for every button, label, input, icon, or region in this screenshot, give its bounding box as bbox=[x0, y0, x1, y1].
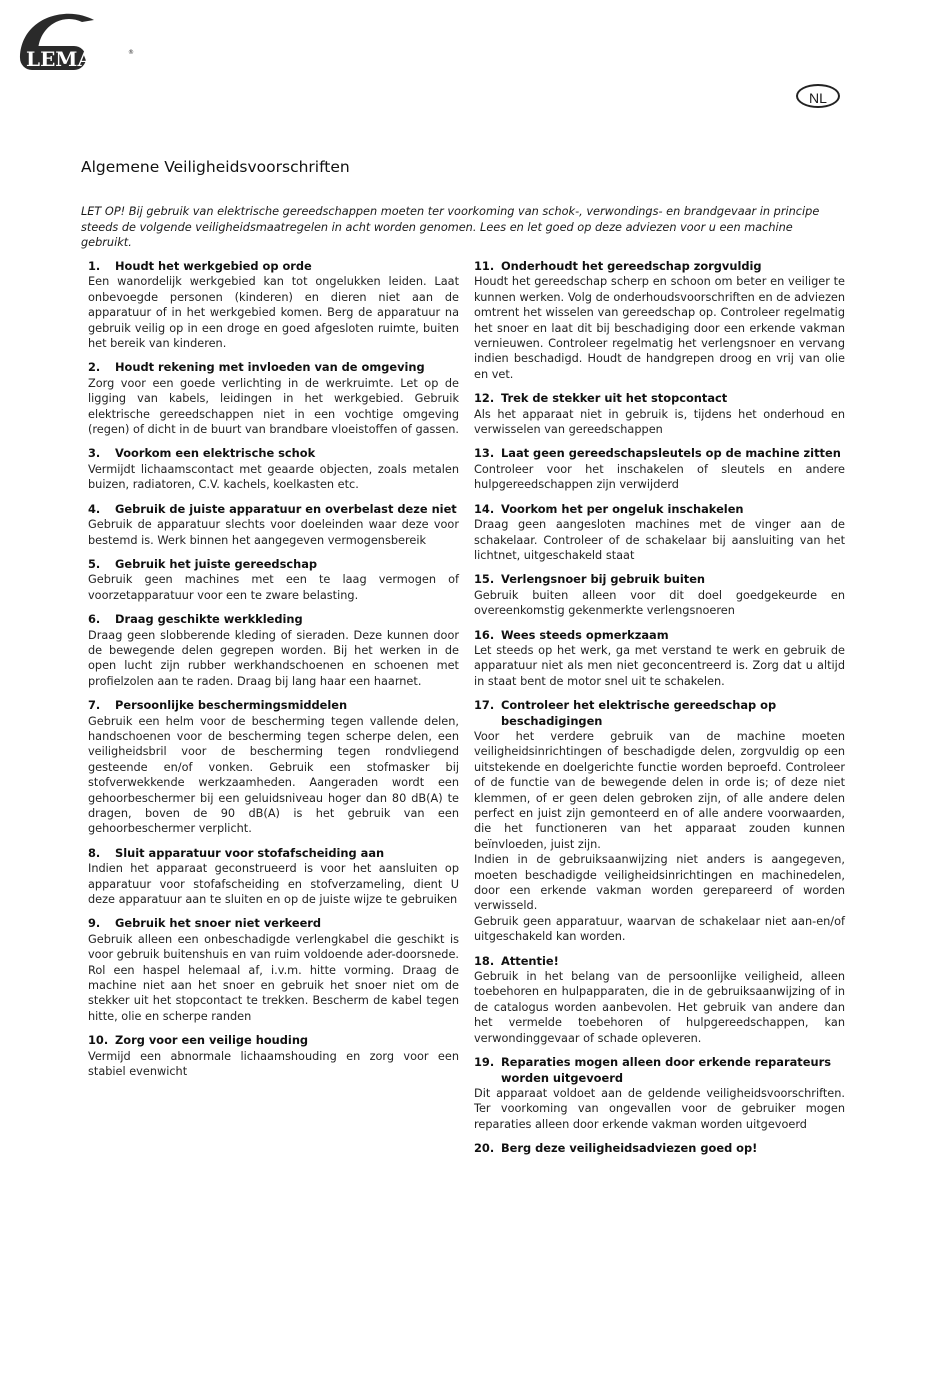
section-body: Controleer voor het inschakelen of sleutels en andere hulpgereedschappen zijn verwijderd bbox=[474, 462, 845, 492]
section-number: 6. bbox=[88, 612, 101, 627]
section-title: Gebruik de juiste apparatuur en overbelast deze niet bbox=[115, 501, 457, 516]
section-title: Houdt het werkgebied op orde bbox=[115, 259, 312, 273]
section-heading bbox=[88, 846, 459, 861]
safety-section bbox=[474, 446, 845, 492]
section-number: 3. bbox=[88, 446, 101, 461]
safety-section bbox=[474, 391, 845, 437]
section-body: Gebruik in het belang van de persoonlijke veiligheid, alleen toebehoren en hulpapparaten, die in de gebruiksaanwijzing of in de catalogus worden aanbevolen. Het gebruik van andere dan het vermelde toebehoren of hulpgereedschappen, kan verwondinggevaar of schade opleveren. bbox=[474, 970, 845, 1045]
section-heading bbox=[88, 612, 459, 627]
section-number: 1. bbox=[88, 259, 101, 273]
section-body: Gebruik geen machines met een te laag vermogen of voorzetapparatuur voor een te zware belasting. bbox=[88, 573, 459, 602]
section-title: Attentie! bbox=[501, 953, 559, 968]
logo-text: LEMAN bbox=[26, 47, 112, 71]
section-title: Gebruik het juiste gereedschap bbox=[115, 556, 318, 571]
safety-section bbox=[474, 1055, 845, 1132]
section-title: Persoonlijke beschermingsmiddelen bbox=[115, 698, 348, 713]
section-heading bbox=[474, 572, 845, 587]
section-body: Draag geen slobberende kleding of sieraden. Deze kunnen door de bewegende delen gegrepen worden. Bij het werken in de open lucht zijn rubber werkhandschoenen en schoenen met profielzolen aan te raden. Draag bij lang haar een haarnet. bbox=[88, 628, 459, 688]
section-heading bbox=[474, 446, 845, 461]
section-number: 16. bbox=[474, 627, 495, 642]
section-number: 7. bbox=[88, 698, 101, 713]
section-heading bbox=[88, 446, 459, 461]
safety-section bbox=[474, 572, 845, 618]
safety-section bbox=[88, 502, 459, 548]
section-heading bbox=[474, 1055, 845, 1086]
section-body: Vermijdt lichaamscontact met geaarde objecten, zoals metalen buizen, radiatoren, C.V. kachels, koelkasten etc. bbox=[88, 462, 459, 492]
section-heading bbox=[88, 916, 459, 931]
section-heading bbox=[88, 259, 459, 274]
section-heading bbox=[88, 698, 459, 713]
safety-section bbox=[88, 446, 459, 492]
section-heading bbox=[88, 557, 459, 572]
intro-warning: LET OP! Bij gebruik van elektrische gereedschappen moeten ter voorkoming van schok-, verwondings- en brandgevaar in principe steeds de volgende veiligheidsmaatregelen in acht worden genomen. Lees en let goed op deze adviezen voor u een machine gebruikt. bbox=[81, 205, 820, 249]
section-body: Dit apparaat voldoet aan de geldende veiligheidsvoorschriften. Ter voorkoming van ongevallen voor de gebruiker mogen reparaties alleen door erkende vakman worden uitgevoerd bbox=[474, 1086, 845, 1131]
section-heading bbox=[88, 1033, 459, 1048]
section-heading bbox=[88, 360, 459, 375]
section-title: Voorkom het per ongeluk inschakelen bbox=[501, 501, 744, 516]
safety-section bbox=[88, 557, 459, 603]
section-number: 19. bbox=[474, 1055, 495, 1070]
section-title: Laat geen gereedschapsleutels op de machine zitten bbox=[501, 446, 841, 461]
safety-section bbox=[88, 360, 459, 437]
section-title: Wees steeds opmerkzaam bbox=[501, 627, 669, 642]
section-body: Gebruik buiten alleen voor dit doel goedgekeurde en overeenkomstig gekenmerkte verlengsnoeren bbox=[474, 588, 845, 618]
section-heading bbox=[88, 502, 459, 517]
section-heading bbox=[474, 628, 845, 643]
safety-section bbox=[88, 612, 459, 689]
safety-section bbox=[88, 259, 459, 351]
section-title: Voorkom een elektrische schok bbox=[115, 446, 316, 461]
section-heading bbox=[474, 391, 845, 406]
left-column bbox=[88, 259, 459, 1089]
section-body: Draag geen aangesloten machines met de vinger aan de schakelaar. Controleer of de schakelaar bij aansluiting van het lichtnet, uitgeschakeld staat bbox=[474, 518, 845, 562]
safety-section bbox=[88, 846, 459, 908]
section-title: Trek de stekker uit het stopcontact bbox=[501, 391, 728, 406]
section-title: Reparaties mogen alleen door erkende reparateurs worden uitgevoerd bbox=[501, 1055, 831, 1085]
section-number: 18. bbox=[474, 953, 495, 968]
section-title: Gebruik het snoer niet verkeerd bbox=[115, 916, 322, 931]
section-body: Gebruik alleen een onbeschadigde verlengkabel die geschikt is voor gebruik buitenshuis en van ruim voldoende ader-doorsnede. Rol een haspel helemaal af, i.v.m. hitte vorming. Draag de machine niet aan het snoer en gebruik het snoer niet om de stekker uit het stopcontact te trekken. Bescherm de kabel tegen hitte, olie en scherpe randen bbox=[88, 932, 459, 1023]
safety-section bbox=[88, 698, 459, 837]
language-badge: NL bbox=[796, 84, 840, 108]
section-number: 15. bbox=[474, 572, 495, 587]
logo-registered-mark: ® bbox=[128, 49, 134, 56]
section-body: Indien het apparaat geconstrueerd is voor het aansluiten op apparatuur voor stofafscheiding en stofverzameling, dient U deze apparatuur aan te sluiten en op de juiste wijze te gebruiken bbox=[88, 862, 459, 907]
section-heading bbox=[474, 259, 845, 274]
page-title: Algemene Veiligheidsvoorschriften bbox=[81, 158, 350, 176]
safety-section bbox=[474, 1141, 845, 1156]
section-heading bbox=[474, 502, 845, 517]
section-title: Draag geschikte werkkleding bbox=[115, 612, 303, 627]
safety-section bbox=[474, 628, 845, 690]
section-number: 9. bbox=[88, 916, 101, 931]
safety-section bbox=[474, 698, 845, 945]
safety-section bbox=[474, 954, 845, 1046]
section-body: Let steeds op het werk, ga met verstand te werk en gebruik de apparatuur niet als men niet geconcentreerd is. Zorg dat u altijd in staat bent de motor snel uit te schakelen. bbox=[474, 643, 845, 688]
section-body: Een wanordelijk werkgebied kan tot ongelukken leiden. Laat onbevoegde personen (kinderen) en dieren niet aan de apparatuur of in het werkgebied komen. Berg de apparatuur na gebruik veilig op in een droge en goed afgesloten ruimte, buiten het bereik van kinderen. bbox=[88, 275, 459, 351]
section-number: 13. bbox=[474, 446, 495, 461]
section-heading bbox=[474, 954, 845, 969]
section-title: Zorg voor een veilige houding bbox=[115, 1033, 309, 1048]
section-body: Zorg voor een goede verlichting in de werkruimte. Let op de ligging van kabels, leidingen in het werkgebied. Gebruik elektrische gereedschappen niet in een vochtige omgeving (regen) of dicht in de buurt van brandbare vloeistoffen of gassen. bbox=[88, 376, 460, 437]
section-body: Gebruik de apparatuur slechts voor doeleinden waar deze voor bestemd is. Werk binnen het aangegeven vermogensbereik bbox=[88, 518, 459, 547]
section-number: 12. bbox=[474, 391, 495, 406]
section-number: 20. bbox=[474, 1141, 495, 1156]
section-number: 17. bbox=[474, 698, 495, 713]
section-body: Gebruik een helm voor de bescherming tegen vallende delen, handschoenen voor de bescherming tegen scherpe delen, een veiligheidsbril voor de bescherming tegen rondvliegend gesteende en/of vonken. Gebruik een stofmasker bij stofverwekkende werkzaamheden. Aangeraden wordt een gehoorbeschermer bij een geluidsniveau hoger dan 80 dB(A) te dragen, boven de 90 dB(A) is het gebruik van een gehoorbeschermer verplicht. bbox=[88, 714, 459, 836]
section-heading bbox=[474, 1141, 845, 1156]
section-heading bbox=[474, 698, 845, 729]
section-number: 5. bbox=[88, 556, 101, 571]
section-number: 10. bbox=[88, 1033, 109, 1048]
section-body: Vermijd een abnormale lichaamshouding en zorg voor een stabiel evenwicht bbox=[88, 1049, 459, 1079]
section-number: 4. bbox=[88, 501, 101, 516]
section-title: Controleer het elektrische gereedschap op beschadigingen bbox=[501, 698, 777, 728]
right-column bbox=[474, 259, 845, 1166]
section-body: Als het apparaat niet in gebruik is, tijdens het onderhoud en verwisselen van gereedschappen bbox=[474, 407, 845, 437]
section-title: Onderhoudt het gereedschap zorgvuldig bbox=[501, 259, 762, 273]
section-title: Houdt rekening met invloeden van de omgeving bbox=[115, 360, 425, 375]
section-body: Houdt het gereedschap scherp en schoon om beter en veiliger te kunnen werken. Volg de onderhoudsvoorschriften en de adviezen omtrent het wisselen van gereedschap op. Controleer regelmatig het snoer en laat dit bij beschadiging door een erkende vakman vernieuwen. Controleer regelmatig het verlengsnoer en vervang indien beschadigd. Houdt de handgrepen droog en vrij van olie en vet. bbox=[474, 275, 845, 381]
safety-section bbox=[474, 502, 845, 564]
section-title: Sluit apparatuur voor stofafscheiding aan bbox=[115, 845, 385, 860]
safety-section bbox=[88, 1033, 459, 1079]
section-body: Voor het verdere gebruik van de machine moeten veiligheidsinrichtingen of beschadigde delen, zorgvuldig op een uitstekende en doelgerichte functie worden beproefd. Controleer of de functie van de bewegende delen in orde is; of deze niet klemmen, of er geen delen gebroken zijn, of alle andere delen perfect en juist zijn gemonteerd en of alle andere voorwaarden, die het functioneren van het apparaat zouden kunnen beïnvloeden, juist zijn. Indien in de gebruiksaanwijzing niet anders is aangegeven, moeten beschadigde veiligheidsinrichtingen en machinedelen, door een erkende vakman worden gerepareerd of worden verwisseld. Gebruik geen apparatuur, waarvan de schakelaar niet aan-en/of uitgeschakeld kan worden. bbox=[474, 729, 845, 944]
section-number: 11. bbox=[474, 259, 495, 273]
section-number: 14. bbox=[474, 501, 495, 516]
safety-section bbox=[474, 259, 845, 382]
section-number: 2. bbox=[88, 360, 101, 375]
leman-logo bbox=[14, 6, 136, 74]
section-number: 8. bbox=[88, 845, 101, 860]
section-title: Berg deze veiligheidsadviezen goed op! bbox=[501, 1141, 758, 1156]
section-title: Verlengsnoer bij gebruik buiten bbox=[501, 572, 706, 587]
safety-section bbox=[88, 916, 459, 1024]
